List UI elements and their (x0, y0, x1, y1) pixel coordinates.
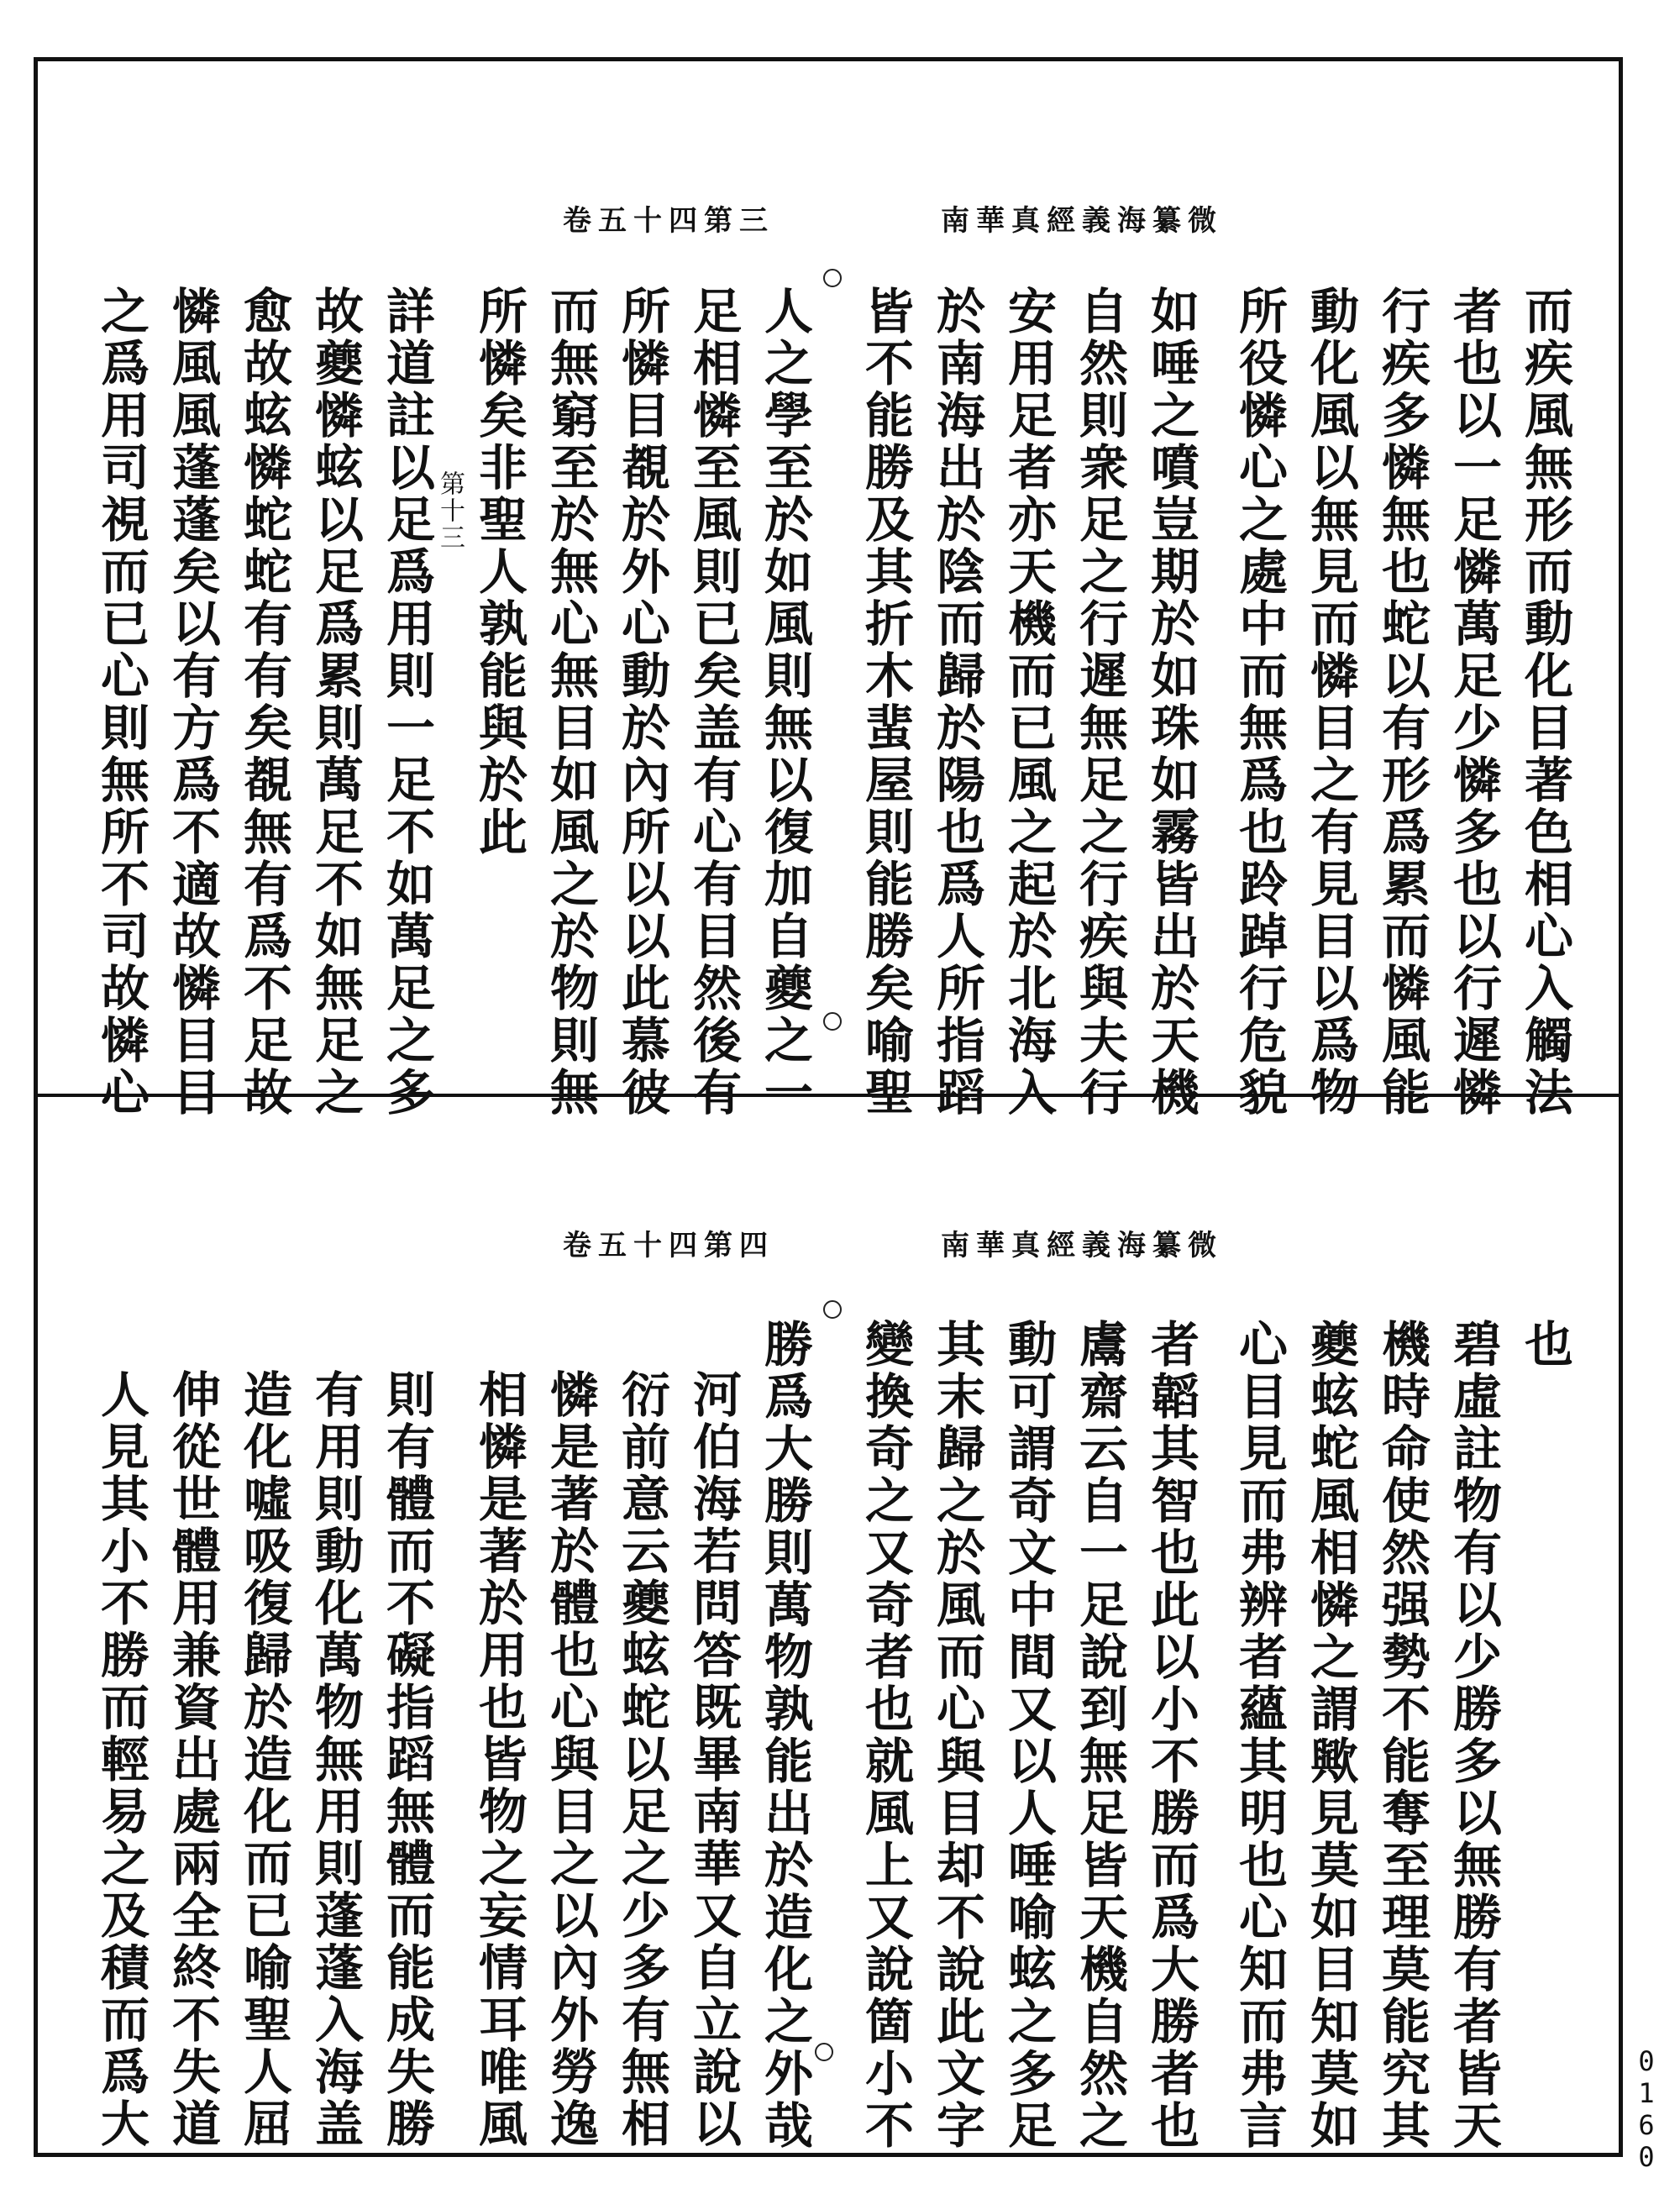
bottom-column-7: 鬳齋云自一足說到無足皆天機自然之 (1071, 1319, 1128, 2152)
bottom-column-6: 者韜其智也此以小不勝而爲大勝者也 (1142, 1319, 1200, 2152)
top-column-1: 而疾風無形而動化目著色相心入觸法 (1516, 286, 1573, 1119)
top-column-13: 所憐目覩於外心動於內所以以此慕彼 (613, 286, 670, 1119)
top-column-5: 所役憐心之處中而無爲也跉踔行危貌 (1231, 286, 1288, 1119)
bottom-column-13: 衍前意云夔蚿蛇以足之少多有無相 (613, 1369, 670, 2150)
bottom-column-20: 人見其小不勝而輕易之及積而爲大 (92, 1369, 150, 2150)
bottom-header-volume: 卷五十四第四 (563, 1229, 774, 1262)
top-note-small: 第十三 (435, 470, 465, 551)
top-column-3: 行疾多憐無也蛇以有形爲累而憐風能 (1373, 286, 1431, 1119)
top-column-4: 動化風以無見而憐目之有見目以爲物 (1302, 286, 1359, 1119)
bottom-column-10: 變換奇之又奇者也就風上又說箇小不 (857, 1319, 914, 2152)
margin-digit-1: 0 (1638, 2045, 1655, 2077)
top-header-volume: 卷五十四第三 (563, 204, 774, 238)
bottom-column-14: 憐是著於體也心與目之以內外勞逸 (542, 1369, 599, 2150)
top-column-12: 足相憐至風則已矣盖有心有目然後有 (685, 286, 742, 1119)
top-column-2: 者也以一足憐萬足少憐多也以行遲憐 (1445, 286, 1502, 1119)
bottom-column-15: 相憐是著於用也皆物之妄情耳唯風 (470, 1369, 528, 2150)
bottom-column-17: 有用則動化萬物無用則蓬蓬入海盖 (307, 1369, 364, 2150)
bottom-header-title: 南華真經義海纂微 (941, 1229, 1223, 1262)
bottom-circle-mark-upper (823, 1300, 842, 1319)
bottom-column-18: 造化噓吸復歸於造化而已喻聖人屈 (235, 1369, 292, 2150)
bottom-column-19: 伸從世體用兼資出處兩全終不失道 (164, 1369, 221, 2150)
top-column-16: 詳道註以足爲用則一足不如萬足之多 (378, 286, 435, 1119)
margin-digit-2: 1 (1638, 2077, 1655, 2109)
bottom-column-4: 夔蚿蛇風相憐之謂歟見莫如目知莫如 (1302, 1319, 1359, 2152)
bottom-column-5: 心目見而弗辨者蘊其明也心知而弗言 (1231, 1319, 1288, 2152)
top-column-11: 人之學至於如風則無以復加自夔之一 (756, 286, 813, 1119)
margin-digit-4: 0 (1638, 2141, 1655, 2173)
top-header-title: 南華真經義海纂微 (941, 204, 1223, 238)
bottom-column-8: 動可謂奇文中間又以人唾喻蚿之多足 (1000, 1319, 1057, 2152)
bottom-column-3: 機時命使然强勢不能奪至理莫能究其 (1373, 1319, 1431, 2152)
top-column-14: 而無窮至於無心無目如風之於物則無 (542, 286, 599, 1119)
bottom-column-11: 勝爲大勝則萬物孰能出於造化之外哉 (756, 1319, 813, 2152)
top-circle-mark-upper (823, 269, 842, 287)
top-column-8: 安用足者亦天機而已風之起於北海入 (1000, 286, 1057, 1119)
bottom-circle-mark-lower (815, 2043, 833, 2061)
top-column-17: 故夔憐蚿以足爲累則萬足不如無足之 (307, 286, 364, 1119)
top-column-15: 所憐矣非聖人孰能與於此 (470, 286, 528, 858)
top-column-19: 憐風風蓬蓬矣以有方爲不適故憐目目 (164, 286, 221, 1119)
top-column-7: 自然則衆足之行遲無足之行疾與夫行 (1071, 286, 1128, 1119)
top-column-6: 如唾之噴豈期於如珠如霧皆出於天機 (1142, 286, 1200, 1119)
top-column-9: 於南海出於陰而歸於陽也爲人所指蹈 (928, 286, 985, 1119)
bottom-column-12: 河伯海若問答既畢南華又自立說以 (685, 1369, 742, 2150)
top-column-10: 皆不能勝及其折木蜚屋則能勝矣喻聖 (857, 286, 914, 1119)
bottom-column-2: 碧虛註物有以少勝多以無勝有者皆天 (1445, 1319, 1502, 2152)
top-column-20: 之爲用司視而已心則無所不司故憐心 (92, 286, 150, 1119)
margin-page-number (1634, 2045, 1659, 2173)
bottom-column-1: 也 (1516, 1319, 1573, 1371)
margin-digit-3: 6 (1638, 2109, 1655, 2141)
bottom-column-16: 則有體而不礙指蹈無體而能成失勝 (378, 1369, 435, 2150)
bottom-column-9: 其末歸之於風而心與目却不說此文字 (928, 1319, 985, 2152)
top-circle-mark-lower (823, 1012, 842, 1031)
top-column-18: 愈故蚿憐蛇蛇有有矣覩無有爲不足故 (235, 286, 292, 1119)
